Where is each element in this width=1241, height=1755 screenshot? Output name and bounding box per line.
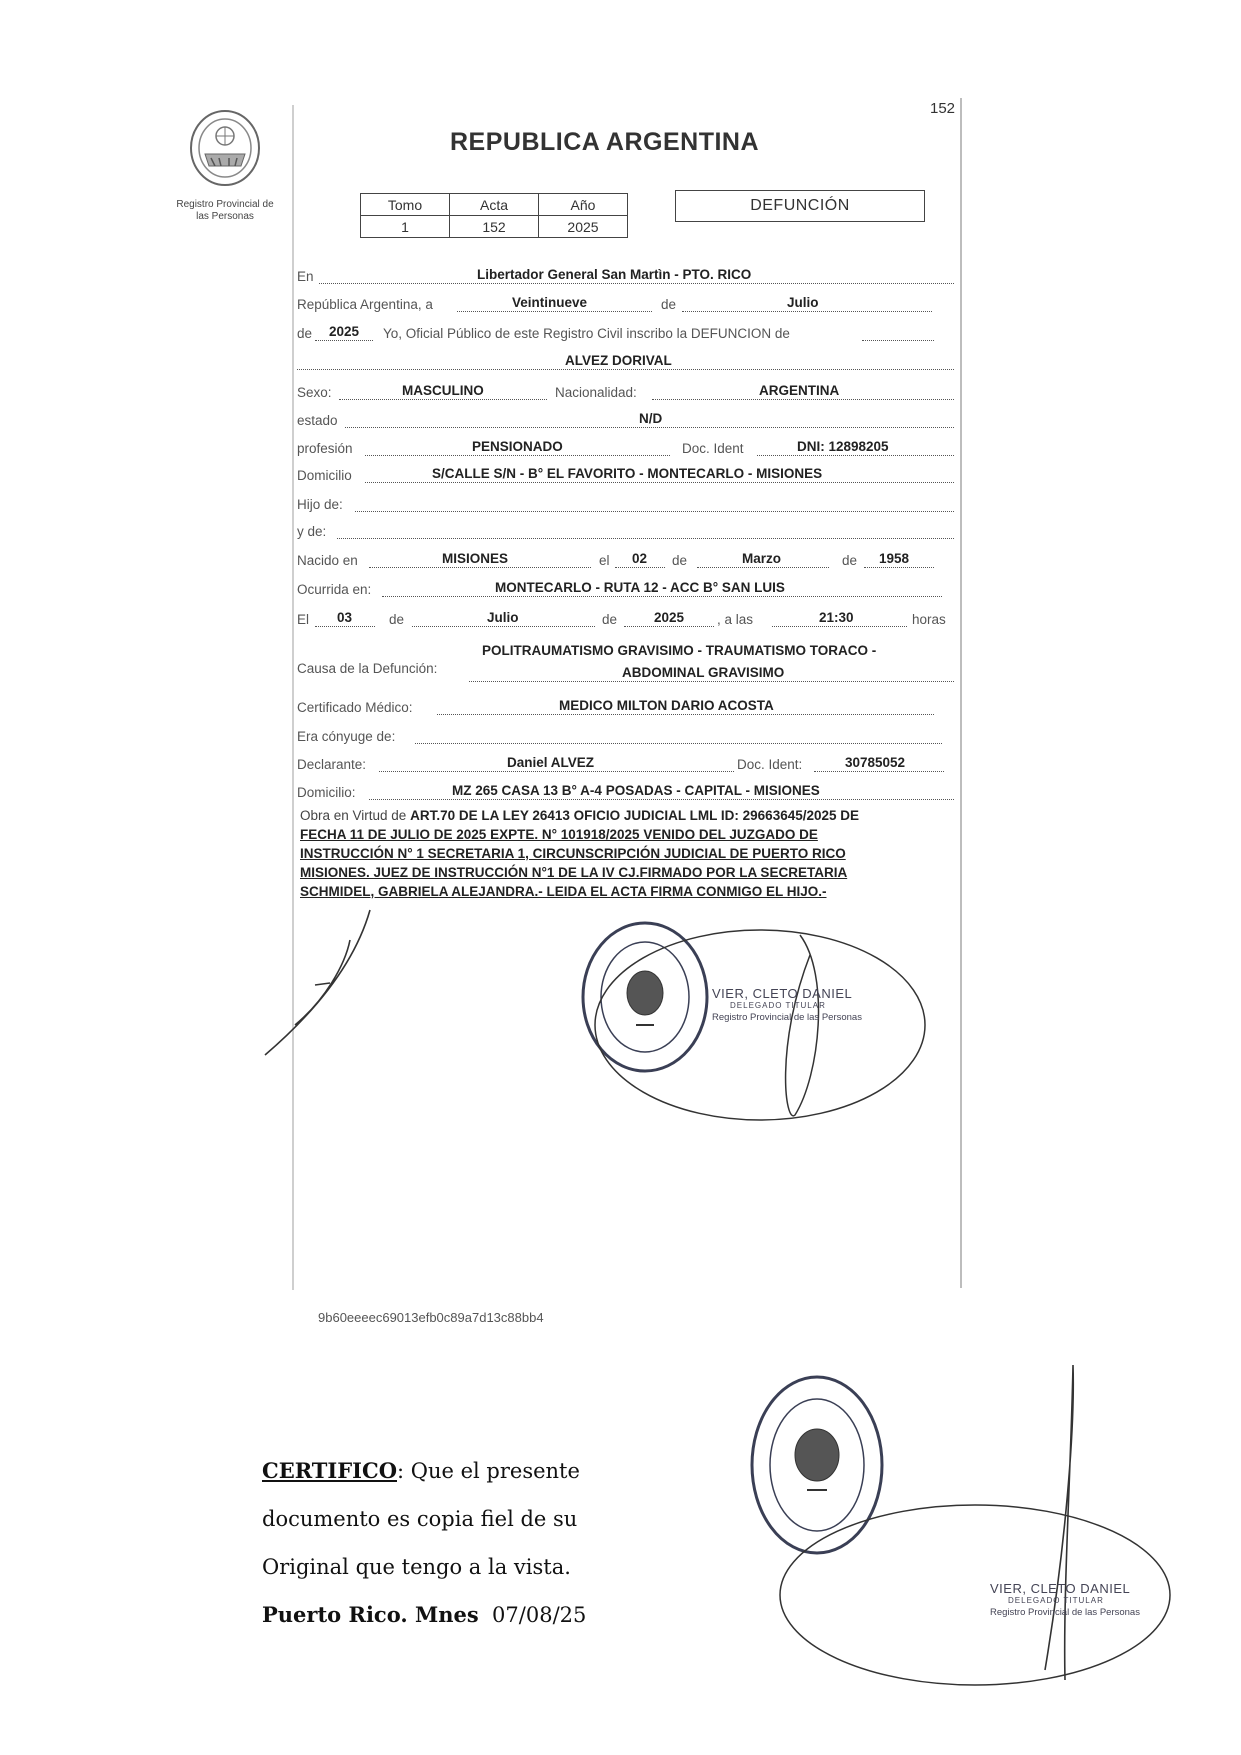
row-hijo <box>297 492 957 512</box>
doc-value: DNI: 12898205 <box>797 439 889 454</box>
def-dia-value: 03 <box>337 610 353 625</box>
stamp-lower-role: DELEGADO TITULAR <box>1008 1596 1104 1605</box>
row-republica <box>297 292 957 312</box>
row-sexo <box>297 380 957 400</box>
def-mes-value: Julio <box>487 610 519 625</box>
def-de-label: de <box>389 612 405 627</box>
declarant-signature-icon <box>255 905 395 1065</box>
obs-line1: ART.70 DE LA LEY 26413 OFICIO JUDICIAL LML ID: 29663645/2025 DE <box>410 808 860 823</box>
scan-edge-right <box>960 98 962 1288</box>
acta-value-acta: 152 <box>450 216 539 238</box>
document-hash: 9b60eeeec69013efb0c89a7d13c88bb4 <box>318 1310 544 1325</box>
row-ocurrida <box>297 577 957 597</box>
causa-line2: ABDOMINAL GRAVISIMO <box>622 665 785 680</box>
dia-value: Veintinueve <box>512 295 588 310</box>
certificado-label: Certificado Médico: <box>297 700 413 715</box>
certification-heading: CERTIFICO <box>262 1458 397 1483</box>
row-fecha-defuncion <box>297 607 957 627</box>
estado-label: estado <box>297 413 338 428</box>
row-yde <box>297 519 957 539</box>
certification-date: 07/08/25 <box>492 1603 587 1627</box>
nac-mes-value: Marzo <box>742 551 782 566</box>
de2-label: de <box>297 326 313 341</box>
domicilio2-value: MZ 265 CASA 13 B° A-4 POSADAS - CAPITAL - MISIONES <box>452 783 820 798</box>
nac-anio-value: 1958 <box>879 551 910 566</box>
anio-value: 2025 <box>329 324 360 339</box>
inscribo-line <box>862 322 934 341</box>
ocurrida-label: Ocurrida en: <box>297 582 372 597</box>
acta-table-header-row <box>361 194 628 216</box>
row-inscribo <box>297 321 957 341</box>
inscribo-text: Yo, Oficial Público de este Registro Civil inscribo la DEFUNCION de <box>383 326 790 341</box>
nac-dia-value: 02 <box>632 551 648 566</box>
row-estado <box>297 408 957 428</box>
domicilio2-label: Domicilio: <box>297 785 356 800</box>
acta-header-anio: Año <box>539 194 628 216</box>
en-label: En <box>297 269 314 284</box>
nacionalidad-label: Nacionalidad: <box>555 385 637 400</box>
nac-de-label: de <box>672 553 688 568</box>
stamp-lower-name: VIER, CLETO DANIEL <box>990 1581 1131 1596</box>
row-profesion <box>297 436 957 456</box>
acta-value-tomo: 1 <box>361 216 450 238</box>
def-anio-value: 2025 <box>654 610 685 625</box>
stamp-upper-office: Registro Provincial de las Personas <box>712 1012 862 1023</box>
acta-header-tomo: Tomo <box>361 194 450 216</box>
obs-line4: MISIONES. JUEZ DE INSTRUCCIÓN N°1 DE LA IV CJ.FIRMADO POR LA SECRETARIA <box>300 865 848 880</box>
registry-seal <box>165 108 285 223</box>
el-label: el <box>599 553 610 568</box>
ocurrida-value: MONTECARLO - RUTA 12 - ACC B° SAN LUIS <box>495 580 785 595</box>
el2-label: El <box>297 612 310 627</box>
hijo-label: Hijo de: <box>297 497 343 512</box>
acta-value-anio: 2025 <box>539 216 628 238</box>
conyuge-label: Era cónyuge de: <box>297 729 396 744</box>
certification-line3: Original que tengo a la vista. <box>262 1555 571 1579</box>
domicilio-label: Domicilio <box>297 468 352 483</box>
sexo-label: Sexo: <box>297 385 332 400</box>
row-certificado <box>297 695 957 715</box>
official-stamp-lower-icon <box>745 1350 1175 1705</box>
certification-line1: : Que el presente <box>397 1459 580 1483</box>
stamp-upper-text <box>712 988 862 1024</box>
doc2-label: Doc. Ident: <box>737 757 803 772</box>
doc-label: Doc. Ident <box>682 441 744 456</box>
doc2-value: 30785052 <box>845 755 906 770</box>
profesion-value: PENSIONADO <box>472 439 563 454</box>
profesion-label: profesión <box>297 441 353 456</box>
obs-prefix: Obra en Virtud de <box>300 808 407 823</box>
page-title: REPUBLICA ARGENTINA <box>450 128 760 156</box>
row-domicilio2 <box>297 780 957 800</box>
registry-caption-line2: las Personas <box>196 211 254 222</box>
hora-value: 21:30 <box>819 610 854 625</box>
causa-line1: POLITRAUMATISMO GRAVISIMO - TRAUMATISMO TORACO - <box>482 643 877 658</box>
def-de2-label: de <box>602 612 618 627</box>
row-causa-2 <box>297 662 957 682</box>
province-seal-icon <box>185 108 265 188</box>
nacido-value: MISIONES <box>442 551 509 566</box>
registry-caption-line1: Registro Provincial de <box>176 199 274 210</box>
causa-label: Causa de la Defunción: <box>297 661 438 676</box>
row-nacido <box>297 548 957 568</box>
nacido-label: Nacido en <box>297 553 358 568</box>
conyuge-line <box>415 725 942 744</box>
row-causa-1 <box>297 640 957 660</box>
acta-table <box>360 193 628 238</box>
obs-line3: INSTRUCCIÓN N° 1 SECRETARIA 1, CIRCUNSCRIPCIÓN JUDICIAL DE PUERTO RICO <box>300 846 846 861</box>
nacionalidad-value: ARGENTINA <box>759 383 840 398</box>
observations-block <box>300 806 960 901</box>
certificado-value: MEDICO MILTON DARIO ACOSTA <box>559 698 774 713</box>
declarante-label: Declarante: <box>297 757 367 772</box>
obs-line5: SCHMIDEL, GABRIELA ALEJANDRA.- LEIDA EL ACTA FIRMA CONMIGO EL HIJO.- <box>300 884 827 899</box>
hijo-line <box>355 493 954 512</box>
stamp-upper-name: VIER, CLETO DANIEL <box>712 986 853 1001</box>
row-conyuge <box>297 724 957 744</box>
obs-line2: FECHA 11 DE JULIO DE 2025 EXPTE. N° 101918/2025 VENIDO DEL JUZGADO DE <box>300 827 818 842</box>
scan-edge-left <box>292 105 294 1290</box>
row-en <box>297 264 957 284</box>
acta-table-value-row <box>361 216 628 238</box>
stamp-upper-role: DELEGADO TITULAR <box>730 1001 826 1010</box>
stamp-lower-office: Registro Provincial de las Personas <box>990 1607 1140 1618</box>
certification-line2: documento es copia fiel de su <box>262 1507 578 1531</box>
yde-label: y de: <box>297 524 327 539</box>
row-domicilio <box>297 463 957 483</box>
acta-header-acta: Acta <box>450 194 539 216</box>
page-number: 152 <box>930 100 956 117</box>
row-declarante <box>297 752 957 772</box>
nac-de2-label: de <box>842 553 858 568</box>
stamp-lower-text <box>990 1583 1140 1619</box>
nombre-value: ALVEZ DORIVAL <box>565 353 672 368</box>
de-label: de <box>661 297 677 312</box>
horas-label: horas <box>912 612 946 627</box>
certification-block <box>262 1447 682 1639</box>
domicilio-value: S/CALLE S/N - B° EL FAVORITO - MONTECARLO - MISIONES <box>432 466 823 481</box>
declarante-value: Daniel ALVEZ <box>507 755 595 770</box>
mes-value: Julio <box>787 295 819 310</box>
row-nombre <box>297 350 957 370</box>
yde-line <box>337 520 954 539</box>
en-value: Libertador General San Martìn - PTO. RICO <box>477 267 752 282</box>
record-type-box: DEFUNCIÓN <box>675 190 925 222</box>
republica-label: República Argentina, a <box>297 297 433 312</box>
certification-place: Puerto Rico. Mnes <box>262 1602 479 1627</box>
alas-label: , a las <box>717 612 754 627</box>
estado-value: N/D <box>639 411 663 426</box>
sexo-value: MASCULINO <box>402 383 484 398</box>
